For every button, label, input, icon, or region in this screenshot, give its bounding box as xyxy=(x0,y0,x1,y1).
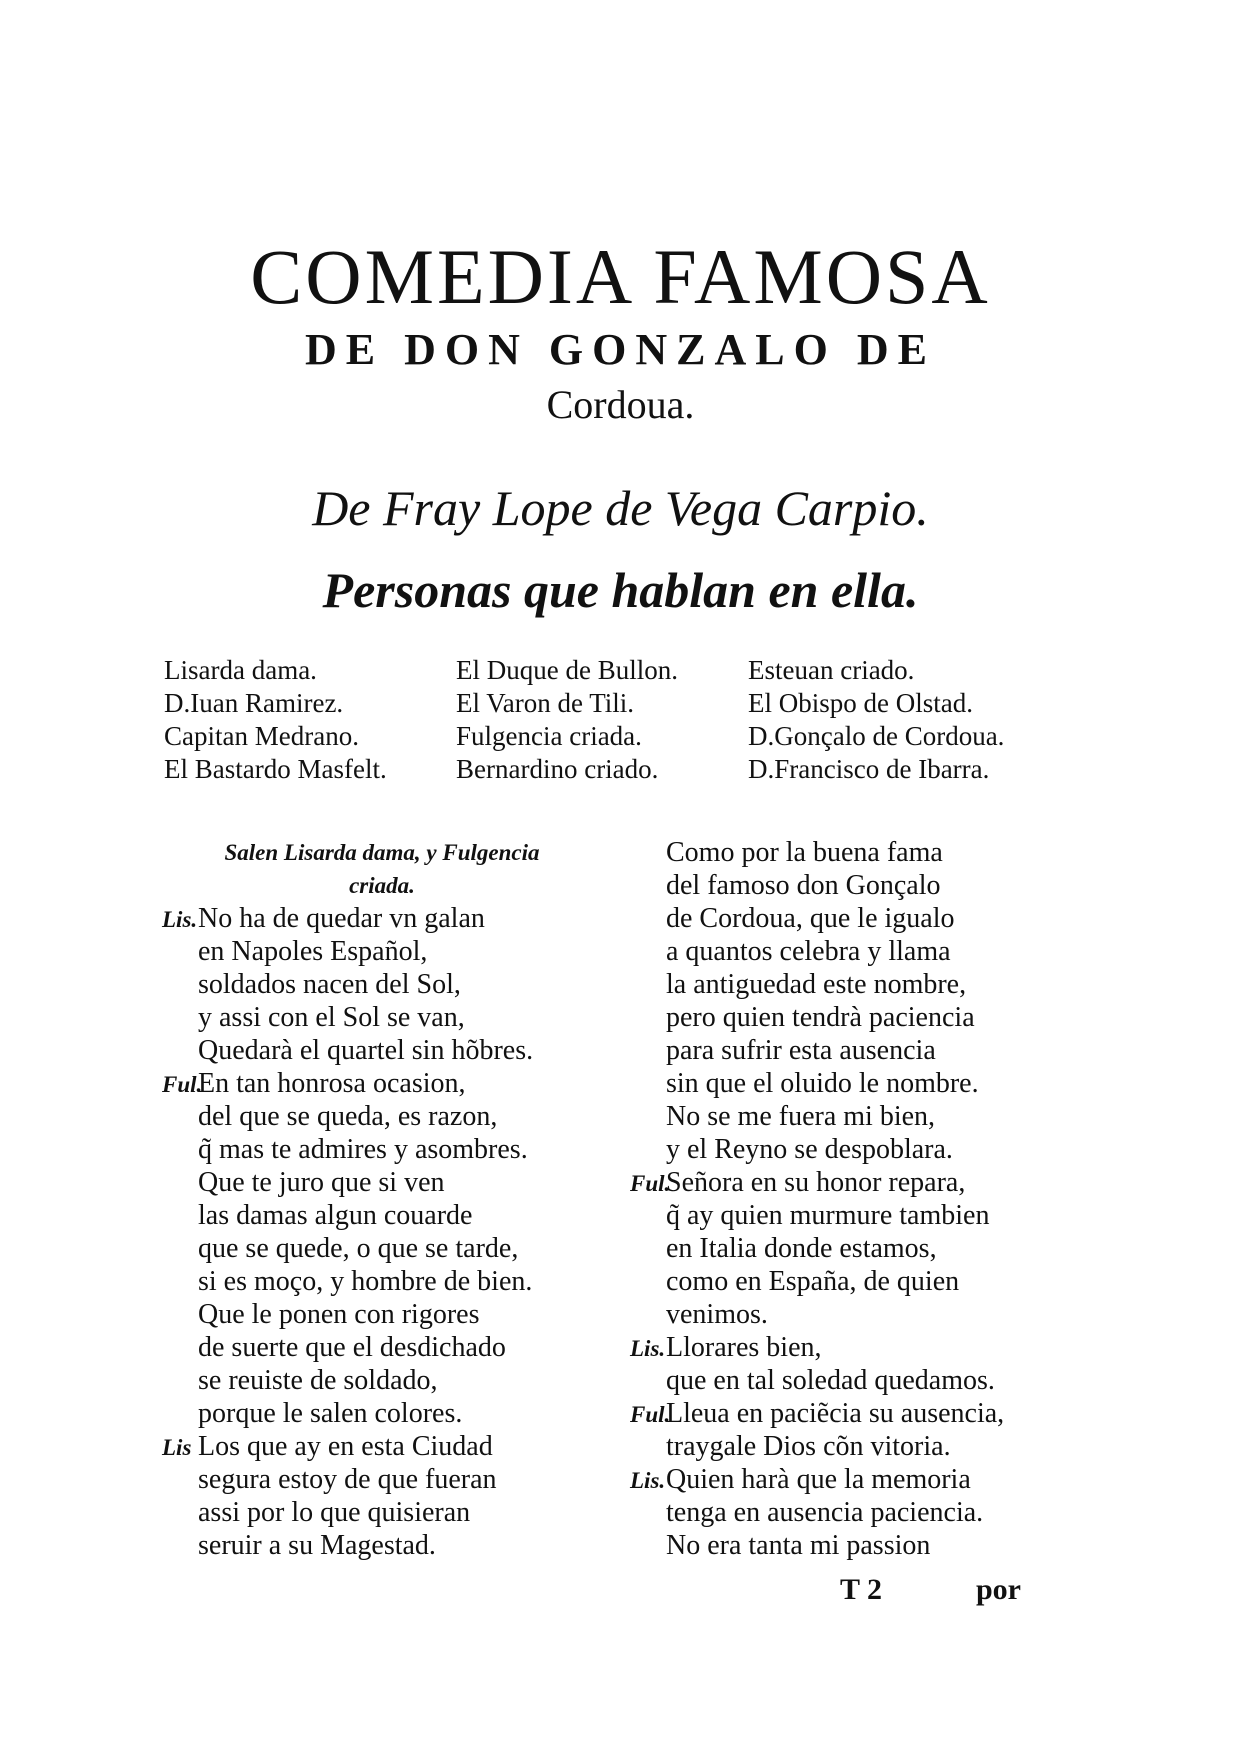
speech-line xyxy=(630,1463,1100,1496)
verse-text: Lleua en paciẽcia su ausencia, xyxy=(666,1398,1005,1429)
speech-line xyxy=(630,1331,1100,1364)
stage-direction: criada. xyxy=(349,873,415,898)
cast-name: El Bastardo Masfelt. xyxy=(164,754,387,784)
catchword: por xyxy=(976,1573,1021,1606)
verse-line: a quantos celebra y llama xyxy=(666,936,951,967)
verse-text: No ha de quedar vn galan xyxy=(198,903,485,934)
speech-line xyxy=(162,1067,632,1100)
verse-line: soldados nacen del Sol, xyxy=(198,969,461,1000)
speaker-tag: Lis. xyxy=(162,907,198,932)
cast-name: D.Iuan Ramirez. xyxy=(164,688,344,718)
verse-line: No se me fuera mi bien, xyxy=(666,1101,936,1132)
cast-name: El Varon de Tili. xyxy=(456,688,635,718)
author-line: De Fray Lope de Vega Carpio. xyxy=(312,480,929,536)
verse-line: del que se queda, es razon, xyxy=(198,1101,498,1132)
cast-name: El Duque de Bullon. xyxy=(456,655,678,685)
verse-line: del famoso don Gonçalo xyxy=(666,870,941,901)
verse-text: Los que ay en esta Ciudad xyxy=(198,1431,493,1462)
verse-line: como en España, de quien xyxy=(666,1266,960,1297)
cast-name: Fulgencia criada. xyxy=(456,721,642,751)
verse-line: y el Reyno se despoblara. xyxy=(666,1134,953,1165)
cast-column-2 xyxy=(456,654,678,786)
speech-line xyxy=(162,902,632,935)
stage-direction: Salen Lisarda dama, y Fulgencia xyxy=(224,840,540,865)
verse-line: de Cordoua, que le igualo xyxy=(666,903,955,934)
text-column-right xyxy=(630,836,1100,1562)
verse-line: seruir a su Magestad. xyxy=(198,1530,436,1561)
verse-line: Que le ponen con rigores xyxy=(198,1299,480,1330)
verse-line: si es moço, y hombre de bien. xyxy=(198,1266,533,1297)
speech-line xyxy=(630,1166,1100,1199)
speech-line xyxy=(162,1430,632,1463)
cast-column-3 xyxy=(748,654,1004,786)
cast-column-1 xyxy=(164,654,387,786)
signature-mark: T 2 xyxy=(840,1573,882,1606)
verse-text: Quien harà que la memoria xyxy=(666,1464,971,1495)
verse-line: q̃ ay quien murmure tambien xyxy=(666,1200,990,1231)
text-column-left xyxy=(162,836,632,1562)
verse-line: tenga en ausencia paciencia. xyxy=(666,1497,984,1528)
verse-line: la antiguedad este nombre, xyxy=(666,969,967,1000)
verse-line: pero quien tendrà paciencia xyxy=(666,1002,975,1033)
cast-name: Esteuan criado. xyxy=(748,655,915,685)
verse-line: las damas algun couarde xyxy=(198,1200,473,1231)
cast-name: Capitan Medrano. xyxy=(164,721,359,751)
speaker-tag: Lis. xyxy=(630,1468,666,1493)
verse-line: segura estoy de que fueran xyxy=(198,1464,497,1495)
speaker-tag: Lis. xyxy=(630,1336,666,1361)
cast-name: D.Francisco de Ibarra. xyxy=(748,754,990,784)
title-line-3: Cordoua. xyxy=(546,382,695,427)
speaker-tag: Lis xyxy=(162,1435,192,1460)
verse-text: En tan honrosa ocasion, xyxy=(198,1068,466,1099)
speaker-tag: Ful. xyxy=(630,1402,671,1427)
cast-name: Lisarda dama. xyxy=(164,655,317,685)
title-line-1: COMEDIA FAMOSA xyxy=(250,233,991,320)
verse-line: q̃ mas te admires y asombres. xyxy=(198,1134,528,1165)
cast-name: Bernardino criado. xyxy=(456,754,659,784)
speaker-tag: Ful. xyxy=(162,1072,203,1097)
verse-text: Señora en su honor repara, xyxy=(666,1167,966,1198)
verse-line: y assi con el Sol se van, xyxy=(198,1002,465,1033)
verse-line: en Italia donde estamos, xyxy=(666,1233,937,1264)
verse-line: porque le salen colores. xyxy=(198,1398,463,1429)
verse-line: Que te juro que si ven xyxy=(198,1167,445,1198)
verse-line: traygale Dios cõn vitoria. xyxy=(666,1431,951,1462)
verse-line: que en tal soledad quedamos. xyxy=(666,1365,995,1396)
verse-line: en Napoles Español, xyxy=(198,936,428,967)
speaker-tag: Ful. xyxy=(630,1171,671,1196)
verse-line: que se quede, o que se tarde, xyxy=(198,1233,519,1264)
cast-name: D.Gonçalo de Cordoua. xyxy=(748,721,1005,751)
dramatis-personae-heading: Personas que hablan en ella. xyxy=(322,562,919,618)
verse-line: de suerte que el desdichado xyxy=(198,1332,506,1363)
title-line-2: DE DON GONZALO DE xyxy=(305,325,936,374)
cast-name: El Obispo de Olstad. xyxy=(748,688,973,718)
speech-line xyxy=(630,1397,1100,1430)
verse-line: Quedarà el quartel sin hõbres. xyxy=(198,1035,534,1066)
verse-text: Llorares bien, xyxy=(666,1332,822,1363)
verse-line: No era tanta mi passion xyxy=(666,1530,931,1561)
verse-line: sin que el oluido le nombre. xyxy=(666,1068,979,1099)
verse-line: Como por la buena fama xyxy=(666,837,943,868)
verse-line: assi por lo que quisieran xyxy=(198,1497,471,1528)
verse-line: se reuiste de soldado, xyxy=(198,1365,438,1396)
verse-line: para sufrir esta ausencia xyxy=(666,1035,936,1066)
verse-line: venimos. xyxy=(666,1299,768,1330)
